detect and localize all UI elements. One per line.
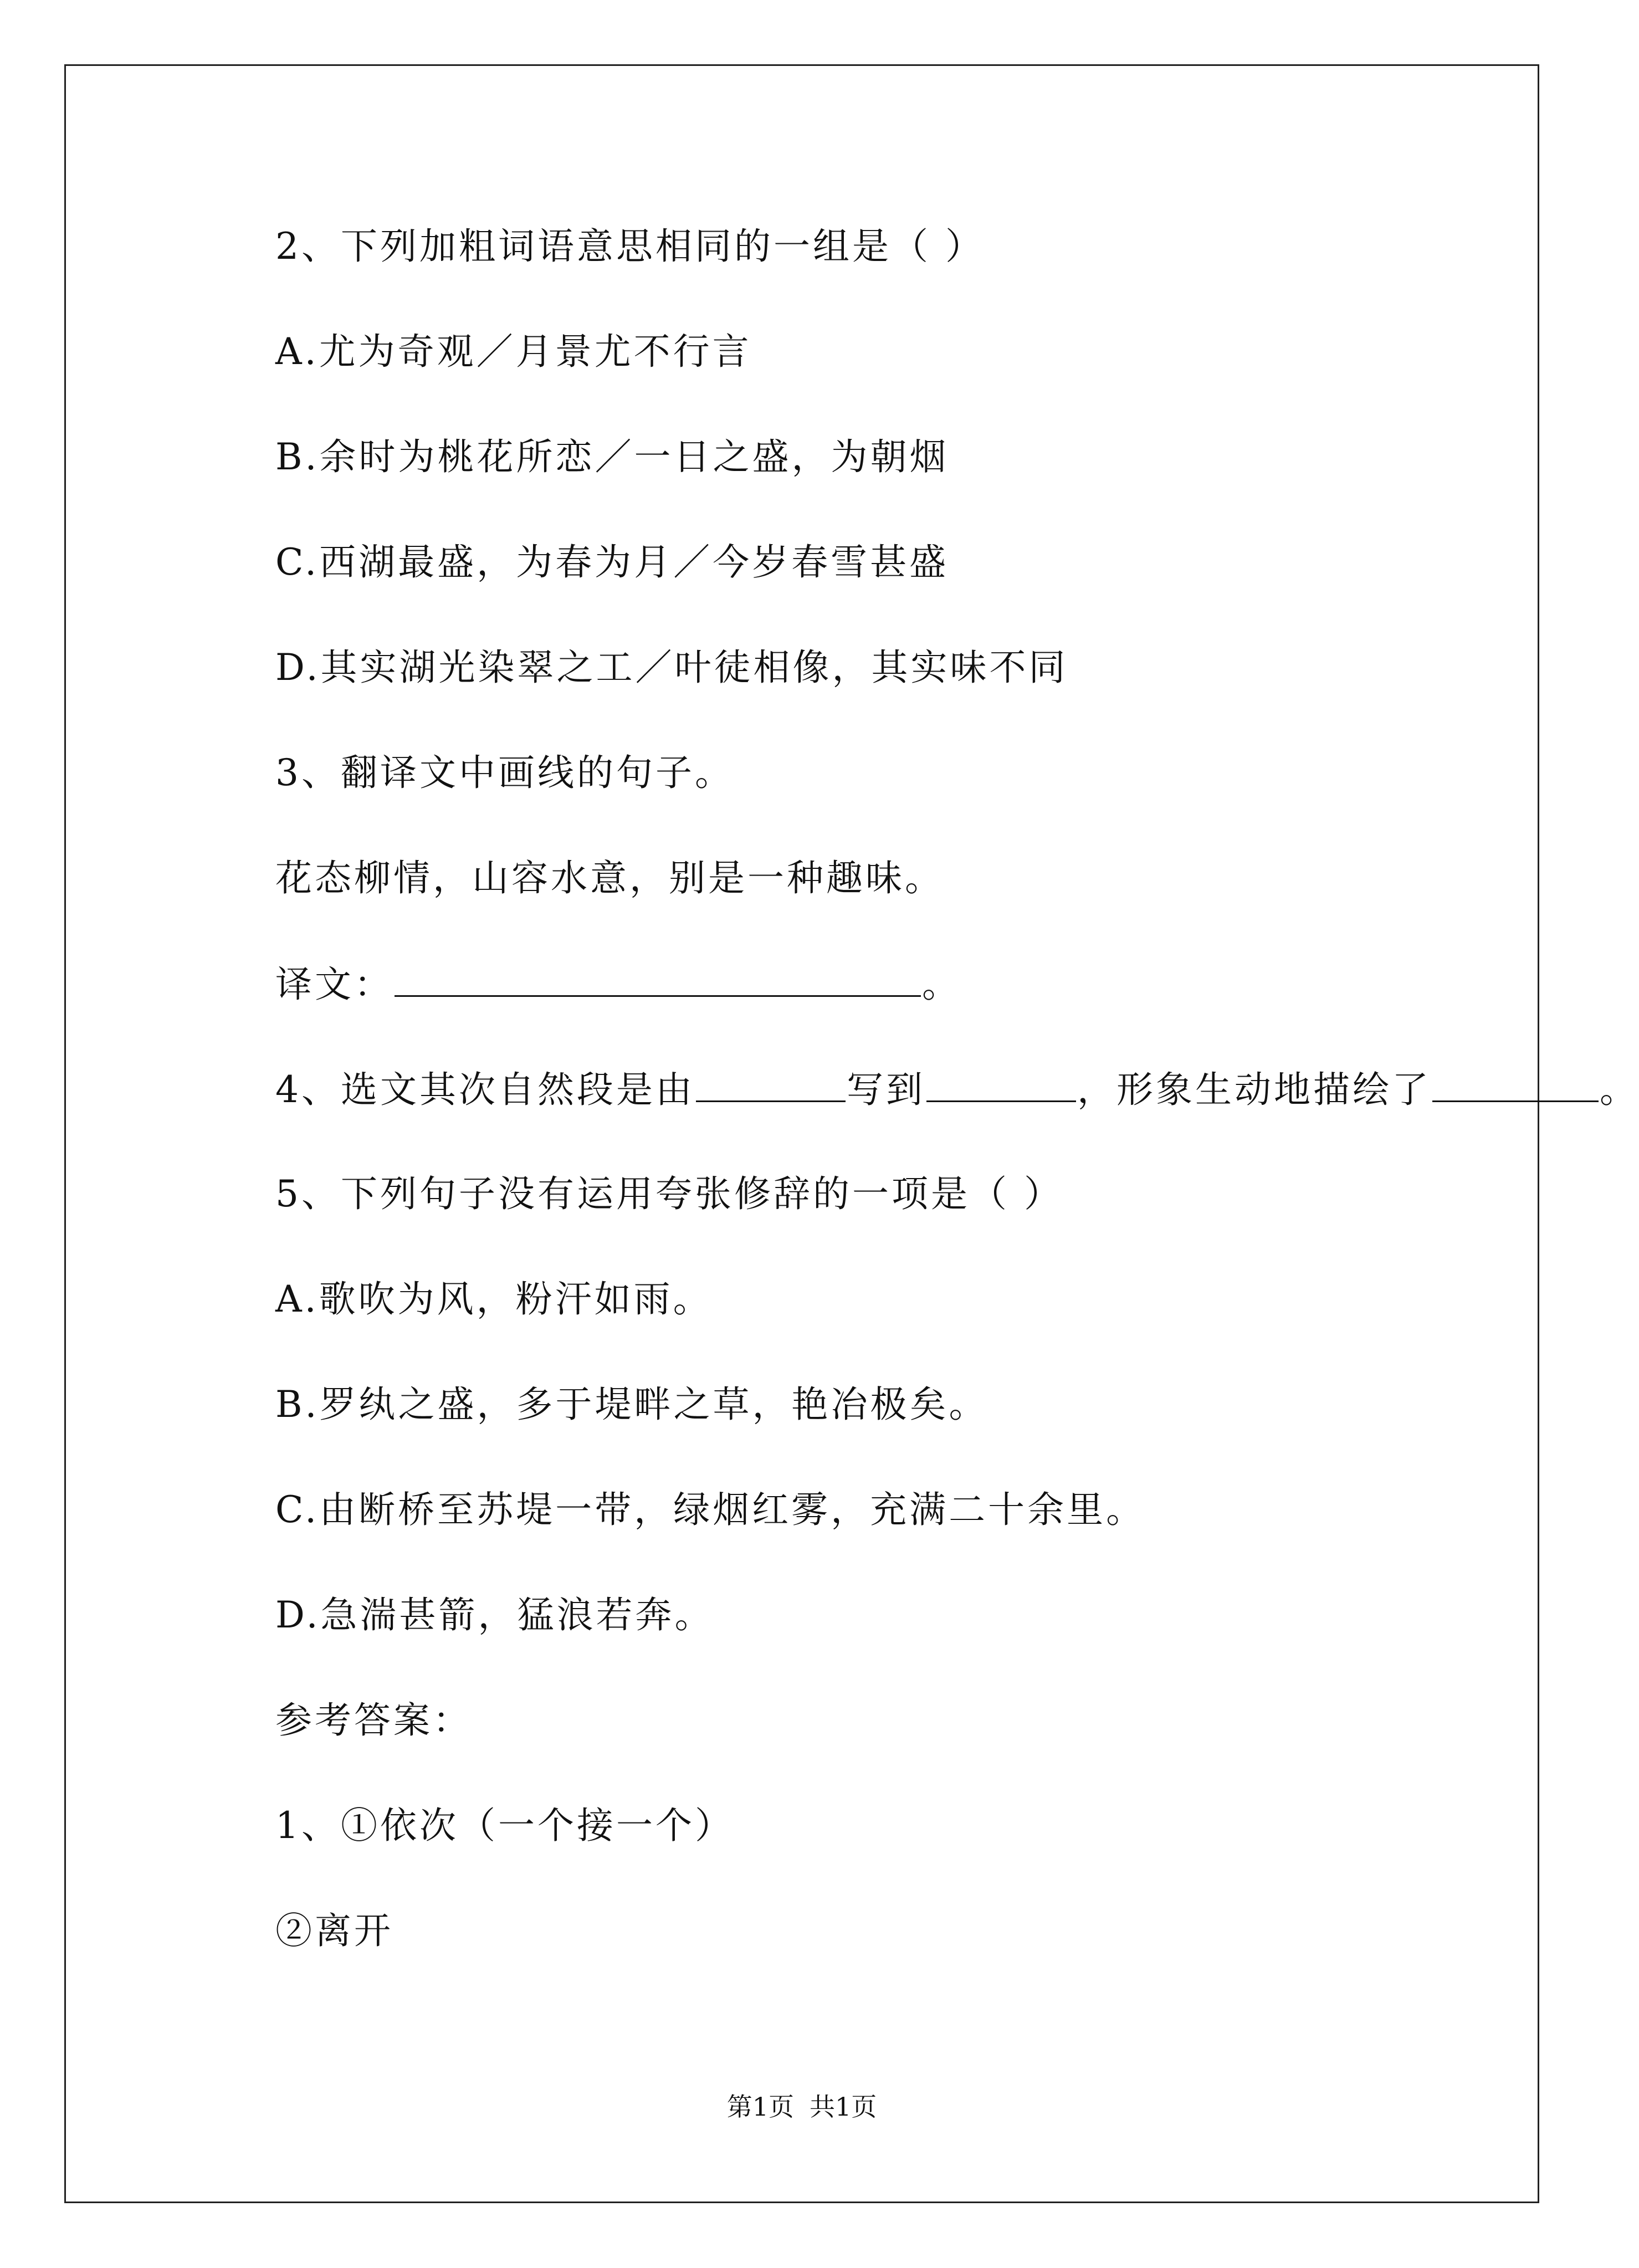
q4-part1: 4、选文其次自然段是由 bbox=[275, 1068, 695, 1111]
question-4 bbox=[275, 1064, 1639, 1169]
answer-1: 1、①依次（一个接一个） bbox=[275, 1804, 734, 1847]
q5-option-b: B.罗纨之盛，多于堤畔之草，艳冶极矣。 bbox=[275, 1383, 988, 1426]
translation-prefix: 译文： bbox=[275, 963, 393, 1006]
q4-part2: 写到 bbox=[847, 1068, 925, 1111]
q5-option-a: A.歌吹为风，粉汗如雨。 bbox=[275, 1278, 713, 1320]
question-3: 3、翻译文中画线的句子。 bbox=[275, 751, 734, 794]
option-a: A.尤为奇观／月景尤不行言 bbox=[275, 330, 752, 373]
q4-part3: ，形象生动地描绘了 bbox=[1077, 1068, 1431, 1111]
option-d: D.其实湖光染翠之工／叶徒相像，其实味不同 bbox=[275, 646, 1068, 689]
answer-heading: 参考答案： bbox=[275, 1699, 472, 1742]
option-c: C.西湖最盛，为春为月／今岁春雪甚盛 bbox=[275, 541, 949, 583]
q4-blank-3 bbox=[1432, 1064, 1599, 1102]
page-number: 第1页 bbox=[726, 2092, 794, 2122]
document-body bbox=[275, 222, 1639, 2011]
page-total: 共1页 bbox=[810, 2092, 877, 2122]
q4-blank-2 bbox=[926, 1064, 1076, 1102]
question-5: 5、下列句子没有运用夸张修辞的一项是（ ） bbox=[275, 1173, 1063, 1215]
translation-line bbox=[275, 959, 1472, 1064]
q4-part4: 。 bbox=[1600, 1068, 1639, 1111]
q5-option-c: C.由断桥至苏堤一带，绿烟红雾，充满二十余里。 bbox=[275, 1488, 1146, 1531]
q4-blank-1 bbox=[696, 1064, 846, 1102]
option-b: B.余时为桃花所恋／一日之盛，为朝烟 bbox=[275, 436, 949, 478]
page-footer bbox=[0, 2090, 1604, 2123]
underlined-sentence: 花态柳情，山容水意，别是一种趣味。 bbox=[275, 857, 944, 899]
answer-1-2: ②离开 bbox=[275, 1909, 393, 1952]
translation-suffix: 。 bbox=[922, 963, 961, 1006]
question-2: 2、下列加粗词语意思相同的一组是（ ） bbox=[275, 225, 985, 268]
q5-option-d: D.急湍甚箭，猛浪若奔。 bbox=[275, 1594, 714, 1636]
translation-blank bbox=[395, 959, 921, 997]
